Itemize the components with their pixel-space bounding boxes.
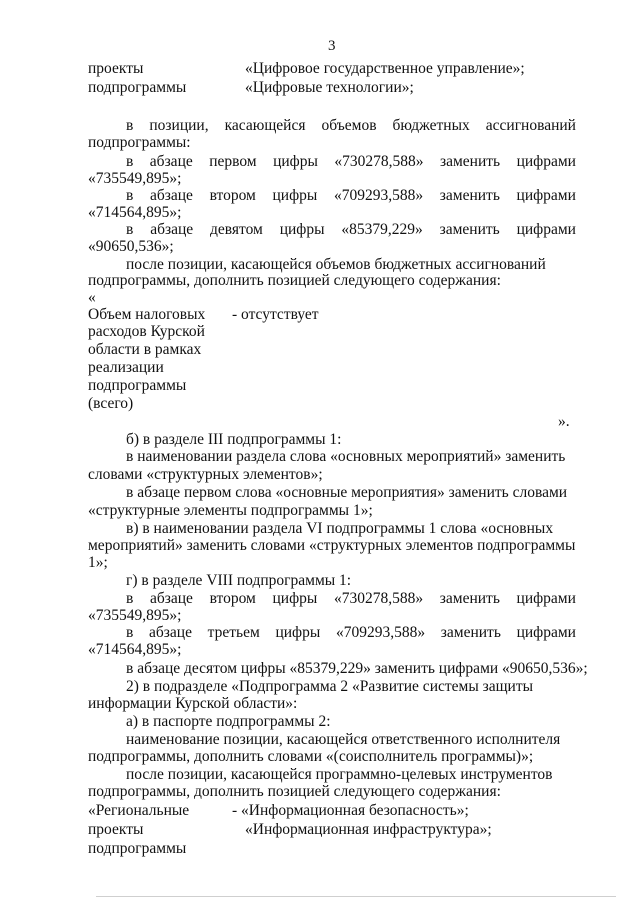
para-line: наименование позиции, касающейся ответственного исполнителя xyxy=(126,731,561,748)
page-number: 3 xyxy=(328,38,336,54)
word: объемов xyxy=(321,117,377,134)
row-left-projects: проекты xyxy=(88,821,144,838)
row-right-digital-gov: «Цифровое государственное управление»; xyxy=(245,60,525,77)
word: втором xyxy=(209,590,256,607)
para-line: г) в разделе VIII подпрограммы 1: xyxy=(126,572,352,589)
table-left-line: расходов Курской xyxy=(88,323,205,340)
para-line: а) в паспорте подпрограммы 2: xyxy=(126,713,331,730)
word: цифры xyxy=(279,221,325,238)
word: в xyxy=(126,221,134,238)
word: абзаце xyxy=(149,187,193,204)
para-line: в наименовании раздела слова «основных мероприятий» заменить xyxy=(126,448,566,465)
word: девятом xyxy=(210,221,263,238)
word: абзаце xyxy=(149,153,193,170)
word: в xyxy=(126,187,134,204)
table-right-value: - отсутствует xyxy=(232,306,319,323)
quote-close: ». xyxy=(558,413,570,430)
word: в xyxy=(126,590,134,607)
row-right-infosec: - «Информационная безопасность»; xyxy=(232,802,469,819)
word: заменить xyxy=(439,153,501,170)
word: в xyxy=(126,624,134,641)
row-right-digital-tech: «Цифровые технологии»; xyxy=(245,79,414,96)
para-line: мероприятий» заменить словами «структурных элементов подпрограммы xyxy=(88,537,576,554)
para-second-abzac-viii xyxy=(126,590,576,608)
para-line: подпрограммы, дополнить позицией следующего содержания: xyxy=(88,783,501,800)
word: «709293,588» xyxy=(333,187,424,204)
word: касающейся xyxy=(224,117,306,134)
word: заменить xyxy=(439,590,500,607)
para-second-abzac xyxy=(126,187,576,205)
para-line: подпрограммы, дополнить позицией следующего содержания: xyxy=(88,272,501,289)
table-left-line: (всего) xyxy=(88,395,134,412)
para-line: в абзаце десятом цифры «85379,229» заменить цифрами «90650,536»; xyxy=(126,660,588,677)
para-line: 1»; xyxy=(88,554,108,571)
word: цифры xyxy=(273,153,318,170)
para-line: после позиции, касающейся объемов бюджетных ассигнований xyxy=(126,256,546,273)
word: цифры xyxy=(272,187,318,204)
word: цифры xyxy=(272,590,318,607)
word: заменить xyxy=(439,187,500,204)
para-line: «структурные элементы подпрограммы 1»; xyxy=(88,502,373,519)
word: «709293,588» xyxy=(335,624,426,641)
word: в xyxy=(126,153,134,170)
word: «85379,229» xyxy=(341,221,423,238)
row-left-subprograms: подпрограммы xyxy=(88,840,187,857)
word: цифрами xyxy=(516,221,576,238)
para-ninth-abzac xyxy=(126,221,576,239)
para-third-abzac-viii xyxy=(126,624,576,642)
word: «730278,588» xyxy=(334,153,424,170)
word: цифрами xyxy=(516,624,576,641)
word: абзаце xyxy=(149,590,193,607)
word: первом xyxy=(209,153,257,170)
word: позиции, xyxy=(149,117,209,134)
para-first-abzac xyxy=(126,153,576,171)
row-left-projects: проекты xyxy=(88,60,144,77)
para-line: в абзаце первом слова «основные мероприятия» заменить словами xyxy=(126,484,568,501)
word: втором xyxy=(209,187,256,204)
para-line: «714564,895»; xyxy=(88,641,182,658)
word: заменить xyxy=(440,624,501,641)
para-line: «714564,895»; xyxy=(88,204,182,221)
word: ассигнований xyxy=(485,117,576,134)
para-line: «735549,895»; xyxy=(88,607,182,624)
para-line: в) в наименовании раздела VI подпрограммы 1 слова «основных xyxy=(126,520,554,537)
para-line: б) в разделе III подпрограммы 1: xyxy=(126,431,342,448)
word: цифрами xyxy=(516,187,576,204)
para-line: «90650,536»; xyxy=(88,238,174,255)
word: абзаце xyxy=(150,221,194,238)
row-right-infra: «Информационная инфраструктура»; xyxy=(245,821,492,838)
para-line: подпрограммы: xyxy=(88,134,191,151)
word: третьем xyxy=(207,624,260,641)
word: в xyxy=(126,117,134,134)
para-line: после позиции, касающейся программно-целевых инструментов xyxy=(126,766,553,783)
para-line: словами «структурных элементов»; xyxy=(88,466,323,483)
word: бюджетных xyxy=(392,117,470,134)
table-left-line: области в рамках xyxy=(88,341,202,358)
word: заменить xyxy=(439,221,500,238)
row-left-regional: «Региональные xyxy=(88,802,190,819)
table-left-line: реализации xyxy=(88,359,164,376)
word: цифрами xyxy=(516,153,576,170)
row-left-subprograms: подпрограммы xyxy=(88,79,187,96)
para-line: «735549,895»; xyxy=(88,170,182,187)
para-line: информации Курской области»: xyxy=(88,695,298,712)
table-left-line: подпрограммы xyxy=(88,377,187,394)
word: абзаце xyxy=(149,624,192,641)
quote-open: « xyxy=(88,289,96,306)
word: цифры xyxy=(275,624,321,641)
scan-edge-line xyxy=(96,896,616,897)
word: «730278,588» xyxy=(333,590,424,607)
para-position-budget xyxy=(126,117,576,135)
para-line: 2) в подразделе «Подпрограмма 2 «Развитие системы защиты xyxy=(126,678,534,695)
table-left-line: Объем налоговых xyxy=(88,306,206,323)
para-line: подпрограммы, дополнить словами «(соисполнитель программы)»; xyxy=(88,748,534,765)
word: цифрами xyxy=(516,590,576,607)
